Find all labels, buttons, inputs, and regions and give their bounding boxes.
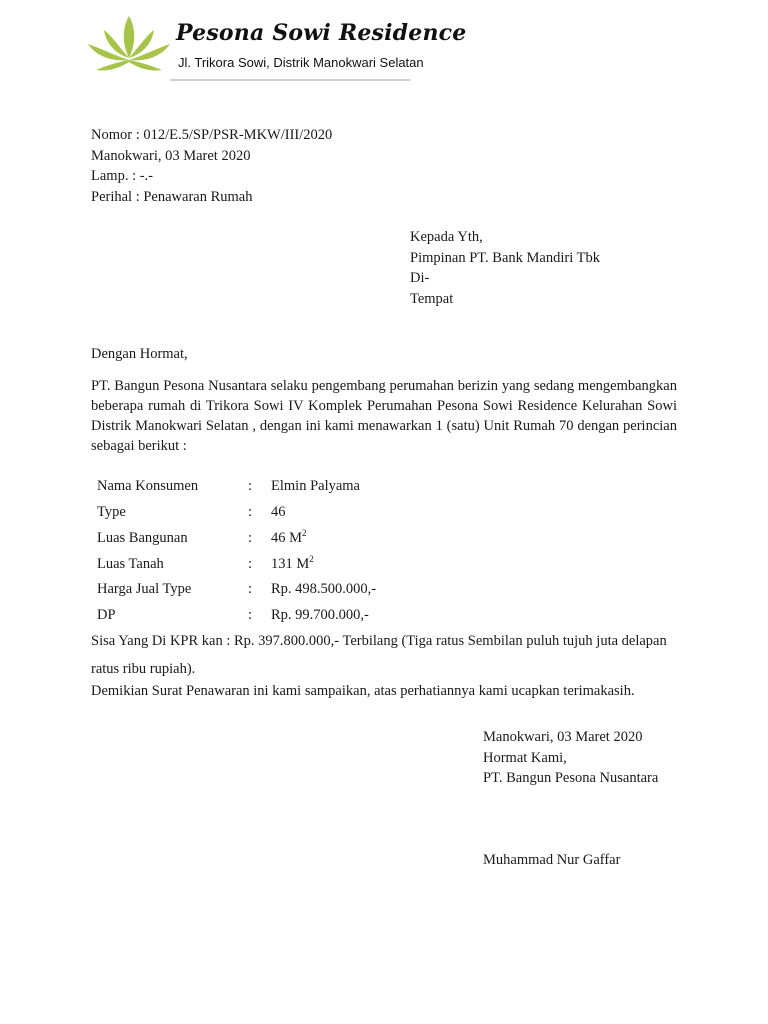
detail-label: Type [97,504,126,520]
signature-regards: Hormat Kami, [483,750,567,766]
letter-subject: Perihal : Penawaran Rumah [91,189,253,205]
detail-separator: : [248,581,253,597]
detail-label: Nama Konsumen [97,478,199,494]
detail-row [97,527,497,549]
recipient-line-4: Tempat [410,291,454,307]
detail-separator: : [248,478,253,494]
recipient-line-1: Kepada Yth, [410,229,483,245]
detail-value: 46 $M^2$ [271,528,307,546]
detail-separator: : [248,530,253,546]
detail-row [97,501,497,523]
detail-separator: : [248,607,253,623]
detail-value: Elmin Palyama [271,478,360,494]
detail-row [97,475,497,497]
remaining-amount: Sisa Yang Di KPR kan : Rp. 397.800.000,- Terbilang (Tiga ratus Sembilan puluh tujuh juta delapan ratus ribu rupiah). [91,633,667,677]
detail-separator: : [248,556,253,572]
detail-label: Luas Bangunan [97,530,188,546]
detail-label: DP [97,607,116,623]
lotus-logo-icon [86,14,172,74]
signature-company: PT. Bangun Pesona Nusantara [483,770,659,786]
brand-address: Jl. Trikora Sowi, Distrik Manokwari Selatan [178,55,424,70]
letter-number: Nomor : 012/E.5/SP/PSR-MKW/III/2020 [91,127,333,143]
intro-paragraph: PT. Bangun Pesona Nusantara selaku pengembang perumahan berizin yang sedang mengembangkan beberapa rumah di Trikora Sowi IV Komplek Perumahan Pesona Sowi Residence Kelurahan Sowi Distrik Manokwari Selatan , dengan ini kami menawarkan 1 (satu) Unit Rumah 70 dengan perincian sebagai berikut : [91,378,677,454]
detail-value: Rp. 99.700.000,- [271,607,369,623]
detail-row [97,553,497,575]
detail-separator: : [248,504,253,520]
signature-place-date: Manokwari, 03 Maret 2020 [483,729,643,745]
recipient-line-2: Pimpinan PT. Bank Mandiri Tbk [410,250,600,266]
detail-row [97,578,497,600]
salutation: Dengan Hormat, [91,346,188,362]
closing-sentence: Demikian Surat Penawaran ini kami sampaikan, atas perhatiannya kami ucapkan terimakasih. [91,683,635,699]
header-divider [170,79,410,81]
letter-attachment: Lamp. : -.- [91,168,154,184]
detail-value: Rp. 498.500.000,- [271,581,377,597]
recipient-line-3: Di- [410,270,430,286]
detail-label: Harga Jual Type [97,581,192,597]
detail-label: Luas Tanah [97,556,164,572]
detail-value: 131 $M^2$ [271,554,314,572]
brand-name: Pesona Sowi Residence [176,20,467,46]
detail-row [97,604,497,626]
detail-value: 46 [271,504,286,520]
letter-place-date: Manokwari, 03 Maret 2020 [91,148,251,164]
signatory-name: Muhammad Nur Gaffar [483,852,621,868]
